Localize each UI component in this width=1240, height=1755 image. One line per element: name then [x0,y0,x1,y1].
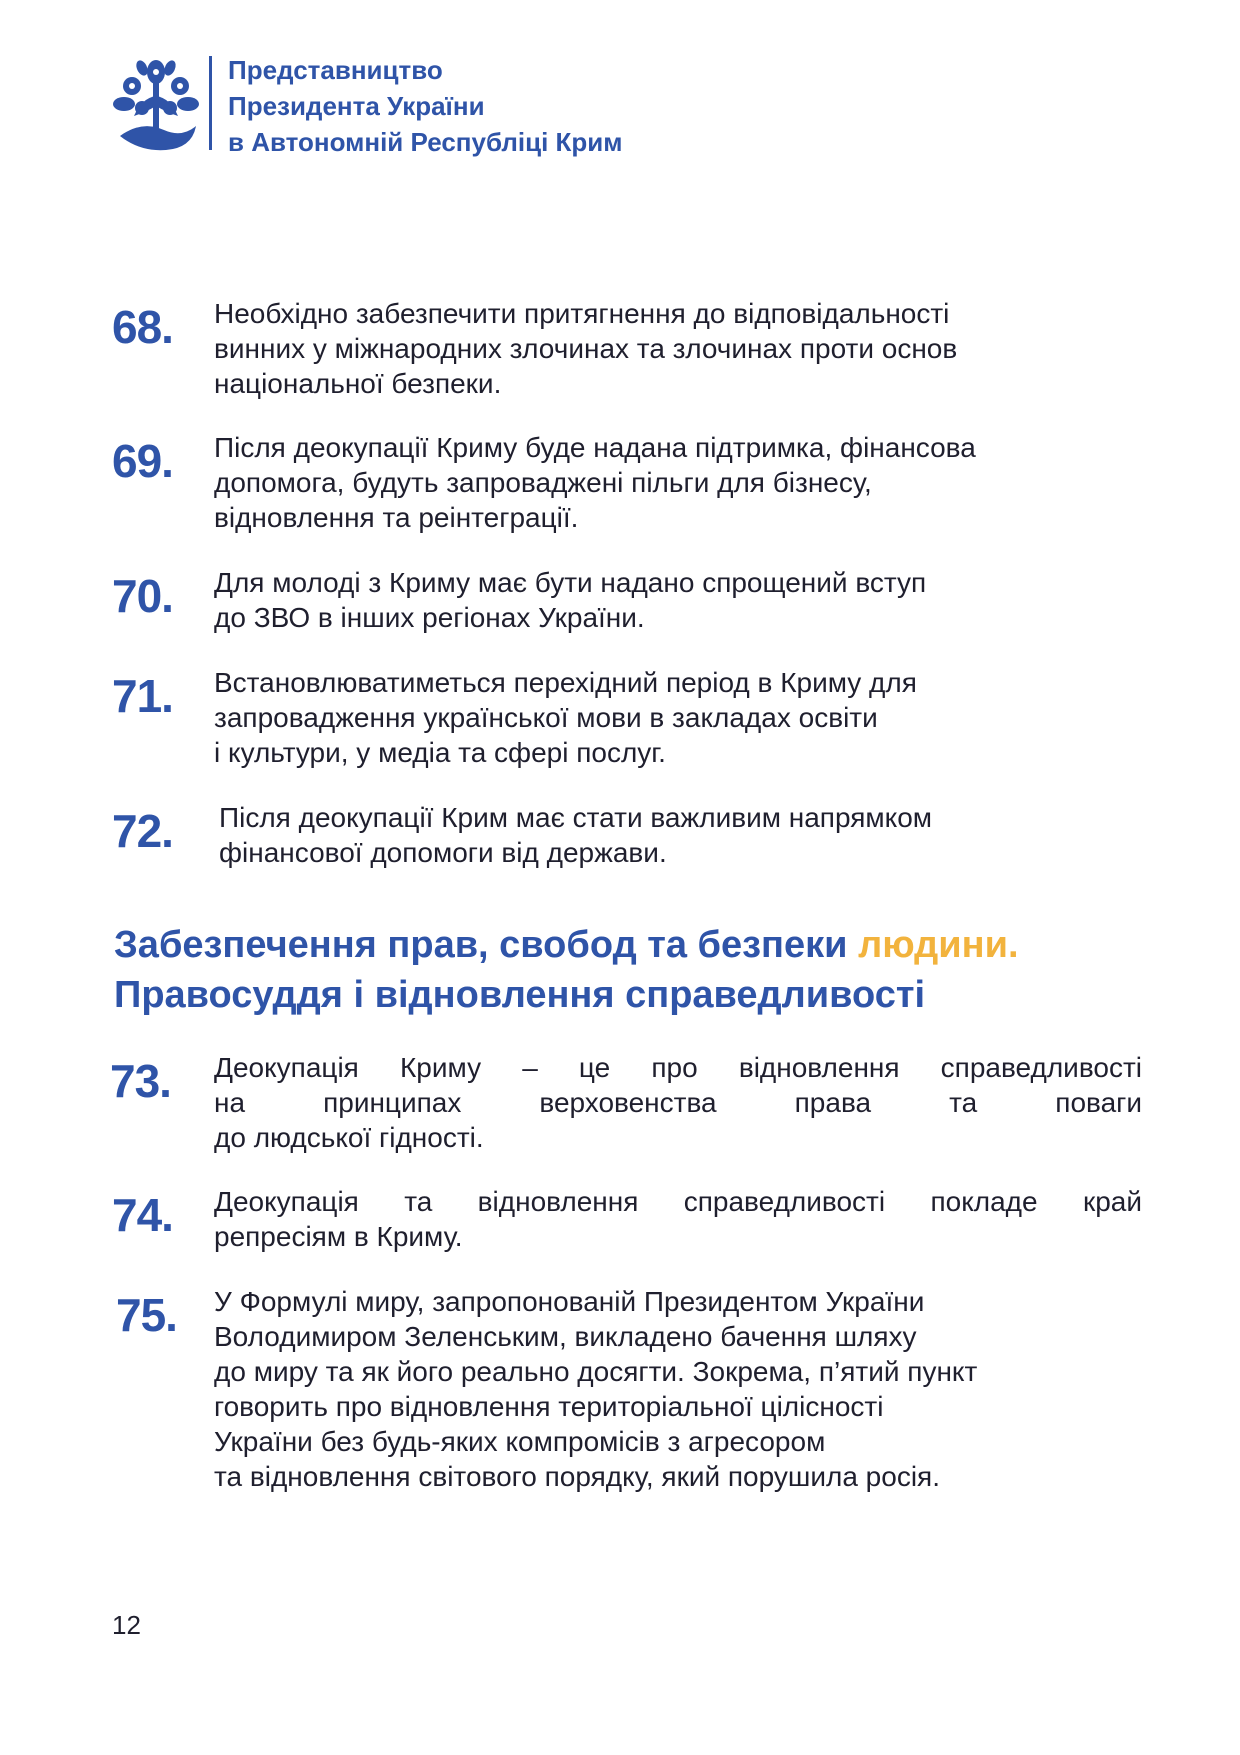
item-number: 75. [116,1289,177,1341]
text-line: та відновлення світового порядку, який порушила росія. [214,1461,940,1492]
item-number: 72. [112,805,173,857]
crimea-flower-emblem-icon [112,56,200,152]
section-heading [114,920,1154,1020]
header-divider [209,56,212,150]
text-line: репресіям в Криму. [214,1221,463,1252]
text-line: на принципах верховенства права та поваги [214,1087,1142,1118]
item-text [214,1284,1142,1494]
text-line: до ЗВО в інших регіонах України. [214,602,645,633]
page-number: 12 [112,1610,141,1640]
text-line: національної безпеки. [214,368,502,399]
text-line: відновлення та реінтеграції. [214,502,579,533]
text-line: фінансової допомоги від держави. [219,837,667,868]
text-line: говорить про відновлення територіальної цілісності [214,1391,884,1422]
org-line: Президента України [228,91,485,121]
text-line: Деокупація Криму – це про відновлення справедливості [214,1052,1142,1083]
item-text [214,430,1142,535]
heading-text: Забезпечення прав, свобод та безпеки [114,924,859,966]
text-line: Встановлюватиметься перехідний період в Криму для [214,667,917,698]
item-text [219,800,1142,870]
text-line: і культури, у медіа та сфері послуг. [214,737,666,768]
item-number: 68. [112,301,173,353]
text-line: Для молоді з Криму має бути надано спрощений вступ [214,567,927,598]
item-text [214,565,1142,635]
item-number: 70. [112,570,173,622]
item-text [214,1184,1142,1254]
text-line: Після деокупації Криму буде надана підтримка, фінансова [214,432,976,463]
item-text [214,665,1142,770]
text-line: до миру та як його реально досягти. Зокрема, п’ятий пункт [214,1356,978,1387]
text-line: У Формулі миру, запропонованій Президентом України [214,1286,925,1317]
item-number: 73. [110,1055,171,1107]
organization-name [228,52,623,160]
text-line: запровадження української мови в закладах освіти [214,702,878,733]
text-line: Після деокупації Крим має стати важливим напрямком [219,802,933,833]
text-line: України без будь-яких компромісів з агресором [214,1426,826,1457]
item-text [214,296,1142,401]
item-number: 71. [112,670,173,722]
text-line: допомога, будуть запроваджені пільги для бізнесу, [214,467,872,498]
org-line: Представництво [228,55,443,85]
document-header [112,52,812,162]
item-number: 74. [112,1189,173,1241]
heading-accent-text: людини. [858,924,1019,966]
item-text [214,1050,1142,1155]
item-number: 69. [112,435,173,487]
text-line: Необхідно забезпечити притягнення до відповідальності [214,298,950,329]
text-line: до людської гідності. [214,1122,484,1153]
heading-text: Правосуддя і відновлення справедливості [114,974,926,1016]
org-line: в Автономній Республіці Крим [228,127,623,157]
text-line: винних у міжнародних злочинах та злочинах проти основ [214,333,958,364]
text-line: Деокупація та відновлення справедливості покладе край [214,1186,1142,1217]
text-line: Володимиром Зеленським, викладено бачення шляху [214,1321,917,1352]
